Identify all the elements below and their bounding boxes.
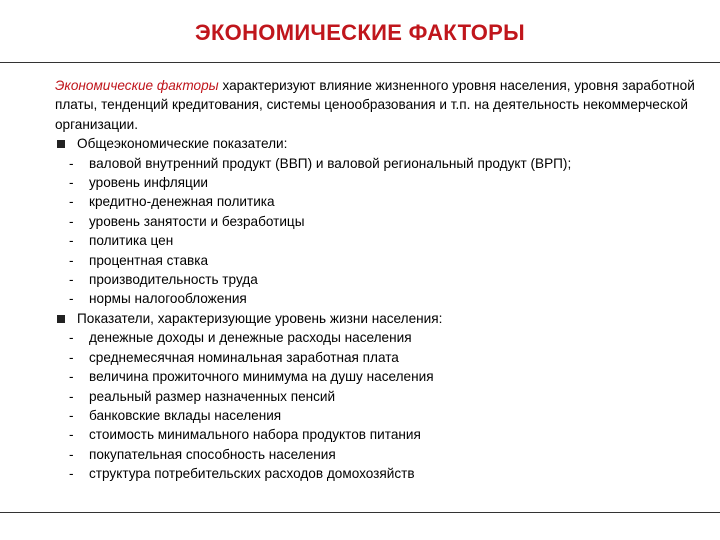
list-item [55,464,705,483]
list-item [55,212,705,231]
list-item [55,387,705,406]
list-item-text: реальный размер назначенных пенсий [89,388,336,404]
bottom-divider [0,512,720,513]
list-item-text: величина прожиточного минимума на душу населения [89,369,434,385]
section-heading: Общеэкономические показатели: [77,136,288,152]
list-item [55,231,705,250]
list-item-text: уровень занятости и безработицы [89,213,305,229]
dash-marker: - [69,155,74,171]
list-item-text: уровень инфляции [89,175,209,191]
list-item-text: покупательная способность населения [89,446,336,462]
list-item-text: денежные доходы и денежные расходы населения [89,330,412,346]
dash-marker: - [69,388,74,404]
dash-marker: - [69,369,74,385]
list-item [55,289,705,308]
list-item-text: процентная ставка [89,252,209,268]
dash-marker: - [69,213,74,229]
dash-marker: - [69,272,74,288]
living-standard-list [55,328,705,483]
list-item [55,367,705,386]
list-item [55,406,705,425]
dash-marker: - [69,175,74,191]
list-item [55,425,705,444]
slide-body [55,76,705,484]
dash-marker: - [69,427,74,443]
dash-marker: - [69,330,74,346]
dash-marker: - [69,349,74,365]
list-item [55,251,705,270]
list-item-text: политика цен [89,233,174,249]
list-item [55,348,705,367]
list-item [55,173,705,192]
dash-marker: - [69,291,74,307]
dash-marker: - [69,466,74,482]
dash-marker: - [69,252,74,268]
top-divider [0,62,720,63]
section-heading: Показатели, характеризующие уровень жизни населения: [77,310,443,326]
list-item [55,445,705,464]
list-item-text: кредитно-денежная политика [89,194,275,210]
dash-marker: - [69,233,74,249]
general-indicators-list [55,154,705,309]
dash-marker: - [69,446,74,462]
list-item [55,328,705,347]
dash-marker: - [69,407,74,423]
section-general-indicators [55,134,705,153]
intro-emphasis: Экономические факторы [55,78,219,93]
slide-title: ЭКОНОМИЧЕСКИЕ ФАКТОРЫ [195,20,525,45]
square-bullet-icon [57,315,65,323]
list-item-text: валовой внутренний продукт (ВВП) и валовой региональный продукт (ВРП); [89,155,572,171]
list-item-text: стоимость минимального набора продуктов питания [89,427,421,443]
list-item-text: производительность труда [89,272,258,288]
dash-marker: - [69,194,74,210]
list-item-text: нормы налогообложения [89,291,247,307]
list-item [55,270,705,289]
intro-text: характеризуют влияние жизненного уровня населения, уровня заработной платы, тенденций кредитования, системы ценообразования и т.п. на деятельность некоммерческой организации. [55,78,695,132]
list-item-text: структура потребительских расходов домохозяйств [89,466,415,482]
list-item-text: банковские вклады населения [89,407,282,423]
section-living-standard-indicators [55,309,705,328]
square-bullet-icon [57,140,65,148]
intro-paragraph [55,76,705,134]
list-item [55,192,705,211]
list-item [55,154,705,173]
list-item-text: среднемесячная номинальная заработная плата [89,349,399,365]
